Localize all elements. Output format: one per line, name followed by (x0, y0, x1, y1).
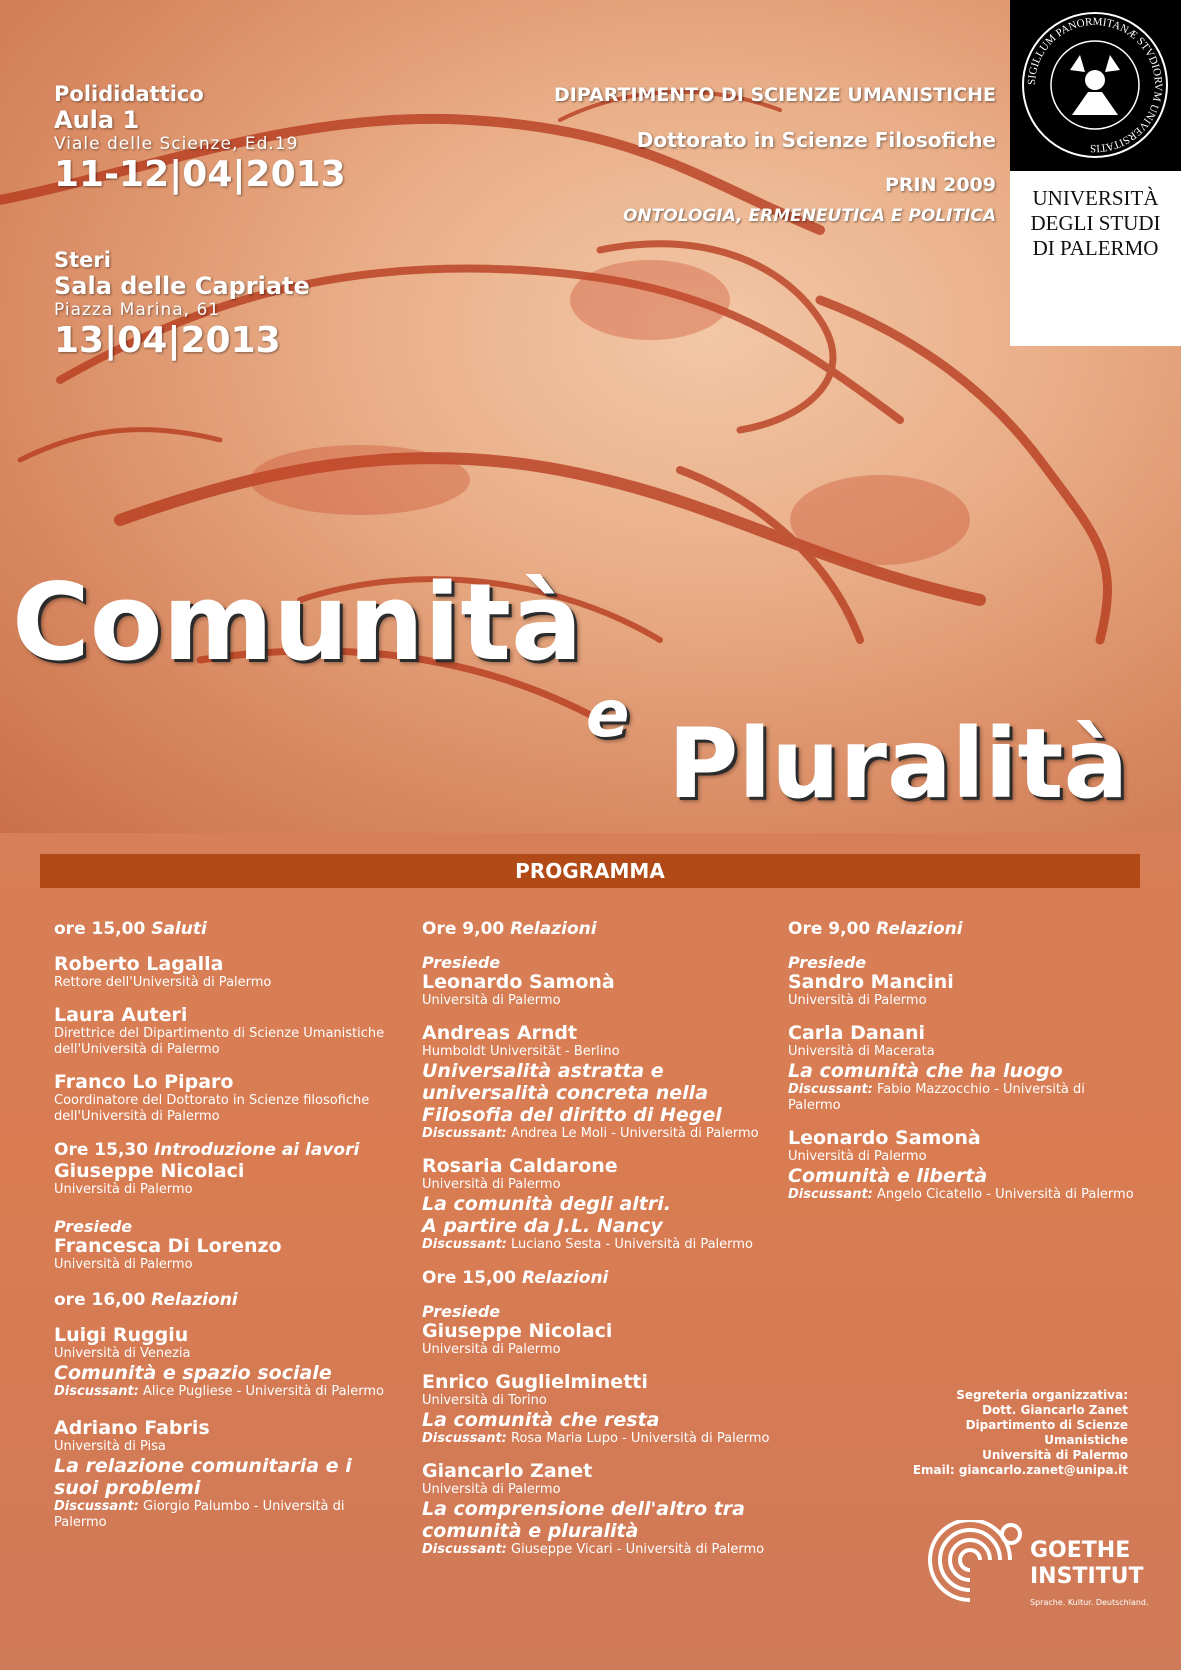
session-time (54, 918, 394, 940)
chair-label: Presiede (422, 953, 501, 972)
speaker-name: Giuseppe Nicolaci (54, 1160, 245, 1182)
speaker-name: Leonardo Samonà (422, 971, 615, 993)
speaker-name: Enrico Guglielminetti (422, 1371, 648, 1393)
time-value: Ore 9,00 (422, 919, 505, 939)
venue-room: Aula 1 (54, 106, 140, 134)
venue-building: Polididattico (54, 82, 204, 106)
prin-label: PRIN 2009 (884, 174, 996, 196)
talk-title: A partire da J.L. Nancy (422, 1215, 663, 1237)
discussant-label: Discussant: (788, 1082, 873, 1097)
speaker-entry (788, 1023, 1138, 1114)
discussant-label: Discussant: (54, 1384, 139, 1399)
speaker-entry (422, 1372, 772, 1447)
session-label: Relazioni (521, 1268, 609, 1288)
speaker-entry (422, 1461, 772, 1558)
chair-entry (788, 954, 1138, 1009)
talk-title: comunità e pluralità (422, 1520, 639, 1542)
discussant-label: Discussant: (422, 1542, 507, 1557)
speaker-affiliation: Humboldt Universität - Berlino (422, 1044, 620, 1059)
goethe-line: GOETHE (1030, 1538, 1131, 1563)
speaker-name: Laura Auteri (54, 1004, 188, 1026)
speaker-entry (54, 1139, 394, 1198)
speaker-entry (54, 1072, 394, 1125)
discussant (54, 1499, 394, 1531)
speaker-affiliation: Università di Palermo (788, 993, 927, 1008)
discussant (422, 1126, 772, 1142)
session-label: Relazioni (510, 919, 597, 939)
time-value: Ore 15,30 (54, 1140, 149, 1160)
venue-room: Sala delle Capriate (54, 272, 310, 300)
program-column-day1 (54, 918, 394, 1545)
session-time (788, 918, 1138, 940)
secretariat-line: Segreteria organizzativa: (956, 1388, 1128, 1402)
speaker-affiliation: Università di Palermo (422, 1177, 561, 1192)
venue-polididattico (54, 82, 346, 196)
talk-title: Comunità e spazio sociale (54, 1362, 332, 1384)
seal-text: SIGILLUM PANORMITANÆ STVDIORVM UNIVERSITATIS (1025, 15, 1165, 155)
speaker-entry (54, 1325, 394, 1400)
secretariat-line: Dipartimento di Scienze Umanistiche (965, 1418, 1128, 1447)
session-time (422, 918, 772, 940)
talk-title: La comunità degli altri. (422, 1193, 671, 1215)
session-label: Saluti (151, 919, 207, 939)
time-value: Ore 9,00 (788, 919, 871, 939)
speaker-name: Sandro Mancini (788, 971, 954, 993)
chair-entry (422, 1303, 772, 1358)
speaker-name: Rosaria Caldarone (422, 1155, 618, 1177)
discussant-name: Alice Pugliese - Università di Palermo (138, 1384, 384, 1399)
discussant-name: Angelo Cicatello - Università di Palermo (872, 1187, 1134, 1202)
goethe-line: INSTITUT (1030, 1564, 1144, 1589)
discussant-name: Giuseppe Vicari - Università di Palermo (506, 1542, 765, 1557)
speaker-affiliation: dell'Università di Palermo (54, 1109, 220, 1124)
talk-title: La relazione comunitaria e i (54, 1455, 352, 1477)
title-comunita: Comunità (12, 561, 583, 684)
discussant (422, 1542, 772, 1558)
speaker-name: Andreas Arndt (422, 1022, 578, 1044)
discussant-label: Discussant: (422, 1431, 507, 1446)
goethe-institut-logo (915, 1520, 1149, 1610)
discussant-name: Luciano Sesta - Università di Palermo (506, 1237, 753, 1252)
speaker-entry (422, 1156, 772, 1253)
secretariat-email: Email: giancarlo.zanet@unipa.it (912, 1463, 1128, 1477)
speaker-name: Adriano Fabris (54, 1417, 210, 1439)
speaker-affiliation: Università di Macerata (788, 1044, 935, 1059)
discussant-name: Giorgio Palumbo - Università di Palermo (54, 1499, 345, 1530)
talk-title: Comunità e libertà (788, 1165, 988, 1187)
venue-steri (54, 248, 310, 362)
secretariat-line: Dott. Giancarlo Zanet (982, 1403, 1128, 1417)
venue-address: Piazza Marina, 61 (54, 300, 221, 320)
discussant (422, 1237, 772, 1253)
speaker-affiliation: Università di Palermo (422, 1342, 561, 1357)
chair-label: Presiede (788, 953, 867, 972)
prin-theme: ONTOLOGIA, ERMENEUTICA E POLITICA (622, 206, 996, 226)
session-time (54, 1139, 394, 1161)
speaker-name: Luigi Ruggiu (54, 1324, 189, 1346)
discussant-label: Discussant: (54, 1499, 139, 1514)
title-e: e (586, 678, 630, 752)
speaker-affiliation: Università di Palermo (788, 1149, 927, 1164)
venue-building: Steri (54, 248, 111, 272)
session-label: Relazioni (151, 1290, 238, 1310)
doctorate-name: Dottorato in Scienze Filosofiche (636, 128, 996, 152)
time-value: ore 15,00 (54, 919, 146, 939)
speaker-affiliation: Università di Palermo (54, 1182, 193, 1197)
talk-title: La comprensione dell'altro tra (422, 1498, 745, 1520)
talk-title: universalità concreta nella (422, 1082, 709, 1104)
speaker-name: Giuseppe Nicolaci (422, 1320, 613, 1342)
speaker-affiliation: Università di Torino (422, 1393, 547, 1408)
speaker-entry (54, 1005, 394, 1058)
goethe-tagline: Sprache. Kultur. Deutschland. (1030, 1598, 1149, 1607)
discussant (788, 1082, 1138, 1114)
hero-artwork (0, 0, 1181, 833)
university-name-line: UNIVERSITÀ (1032, 186, 1159, 210)
time-value: ore 16,00 (54, 1290, 146, 1310)
discussant-label: Discussant: (788, 1187, 873, 1202)
speaker-name: Roberto Lagalla (54, 953, 224, 975)
talk-title: La comunità che resta (422, 1409, 660, 1431)
venue-date: 13|04|2013 (54, 320, 281, 361)
speaker-name: Francesca Di Lorenzo (54, 1235, 282, 1257)
session-time (54, 1289, 394, 1311)
speaker-affiliation: dell'Università di Palermo (54, 1042, 220, 1057)
goethe-swirl-icon (915, 1520, 1025, 1610)
venue-date: 11-12|04|2013 (54, 154, 346, 195)
discussant (54, 1384, 394, 1400)
secretariat-line: Università di Palermo (982, 1448, 1128, 1462)
speaker-entry (788, 1128, 1138, 1203)
discussant (788, 1187, 1138, 1203)
speaker-name: Carla Danani (788, 1022, 926, 1044)
speaker-affiliation: Rettore dell'Università di Palermo (54, 975, 272, 990)
talk-title: Filosofia del diritto di Hegel (422, 1104, 722, 1126)
discussant-label: Discussant: (422, 1126, 507, 1141)
dept-name: DIPARTIMENTO DI SCIENZE UMANISTICHE (553, 84, 996, 106)
discussant-label: Discussant: (422, 1237, 507, 1252)
program-column-day2-a (422, 918, 772, 1572)
speaker-affiliation: Università di Venezia (54, 1346, 191, 1361)
talk-title: suoi problemi (54, 1477, 201, 1499)
speaker-name: Giancarlo Zanet (422, 1460, 593, 1482)
program-column-day2-b (788, 918, 1138, 1217)
speaker-affiliation: Università di Palermo (54, 1257, 193, 1272)
university-logo-block (1010, 0, 1181, 346)
speaker-affiliation: Coordinatore del Dottorato in Scienze filosofiche (54, 1093, 370, 1108)
chair-label: Presiede (422, 1302, 501, 1321)
talk-title: La comunità che ha luogo (788, 1060, 1063, 1082)
program-heading: PROGRAMMA (40, 854, 1140, 888)
speaker-affiliation: Direttrice del Dipartimento di Scienze Umanistiche (54, 1026, 385, 1041)
speaker-name: Franco Lo Piparo (54, 1071, 234, 1093)
venue-address: Viale delle Scienze, Ed.19 (54, 134, 299, 154)
discussant-name: Fabio Mazzocchio - Università di Palermo (788, 1082, 1085, 1113)
university-name-line: DEGLI STUDI (1030, 211, 1161, 235)
time-value: Ore 15,00 (422, 1268, 517, 1288)
organizing-secretariat (880, 1388, 1128, 1478)
chair-label: Presiede (54, 1217, 133, 1236)
speaker-entry (54, 1418, 394, 1531)
speaker-affiliation: Università di Palermo (422, 1482, 561, 1497)
chair-entry (54, 1218, 394, 1273)
seal-icon (1010, 0, 1181, 171)
university-name-line: DI PALERMO (1032, 236, 1159, 260)
university-seal (1010, 0, 1181, 171)
speaker-entry (54, 954, 394, 991)
university-name (1010, 186, 1181, 261)
goethe-name (1030, 1538, 1144, 1590)
speaker-name: Leonardo Samonà (788, 1127, 981, 1149)
speaker-entry (422, 1023, 772, 1142)
talk-title: Universalità astratta e (422, 1060, 664, 1082)
session-label: Relazioni (876, 919, 963, 939)
session-label: Introduzione ai lavori (153, 1140, 360, 1160)
discussant-name: Andrea Le Moli - Università di Palermo (506, 1126, 759, 1141)
title-pluralita: Pluralità (668, 708, 1129, 820)
speaker-affiliation: Università di Palermo (422, 993, 561, 1008)
discussant (422, 1431, 772, 1447)
discussant-name: Rosa Maria Lupo - Università di Palermo (506, 1431, 770, 1446)
chair-entry (422, 954, 772, 1009)
speaker-affiliation: Università di Pisa (54, 1439, 166, 1454)
session-time (422, 1267, 772, 1289)
